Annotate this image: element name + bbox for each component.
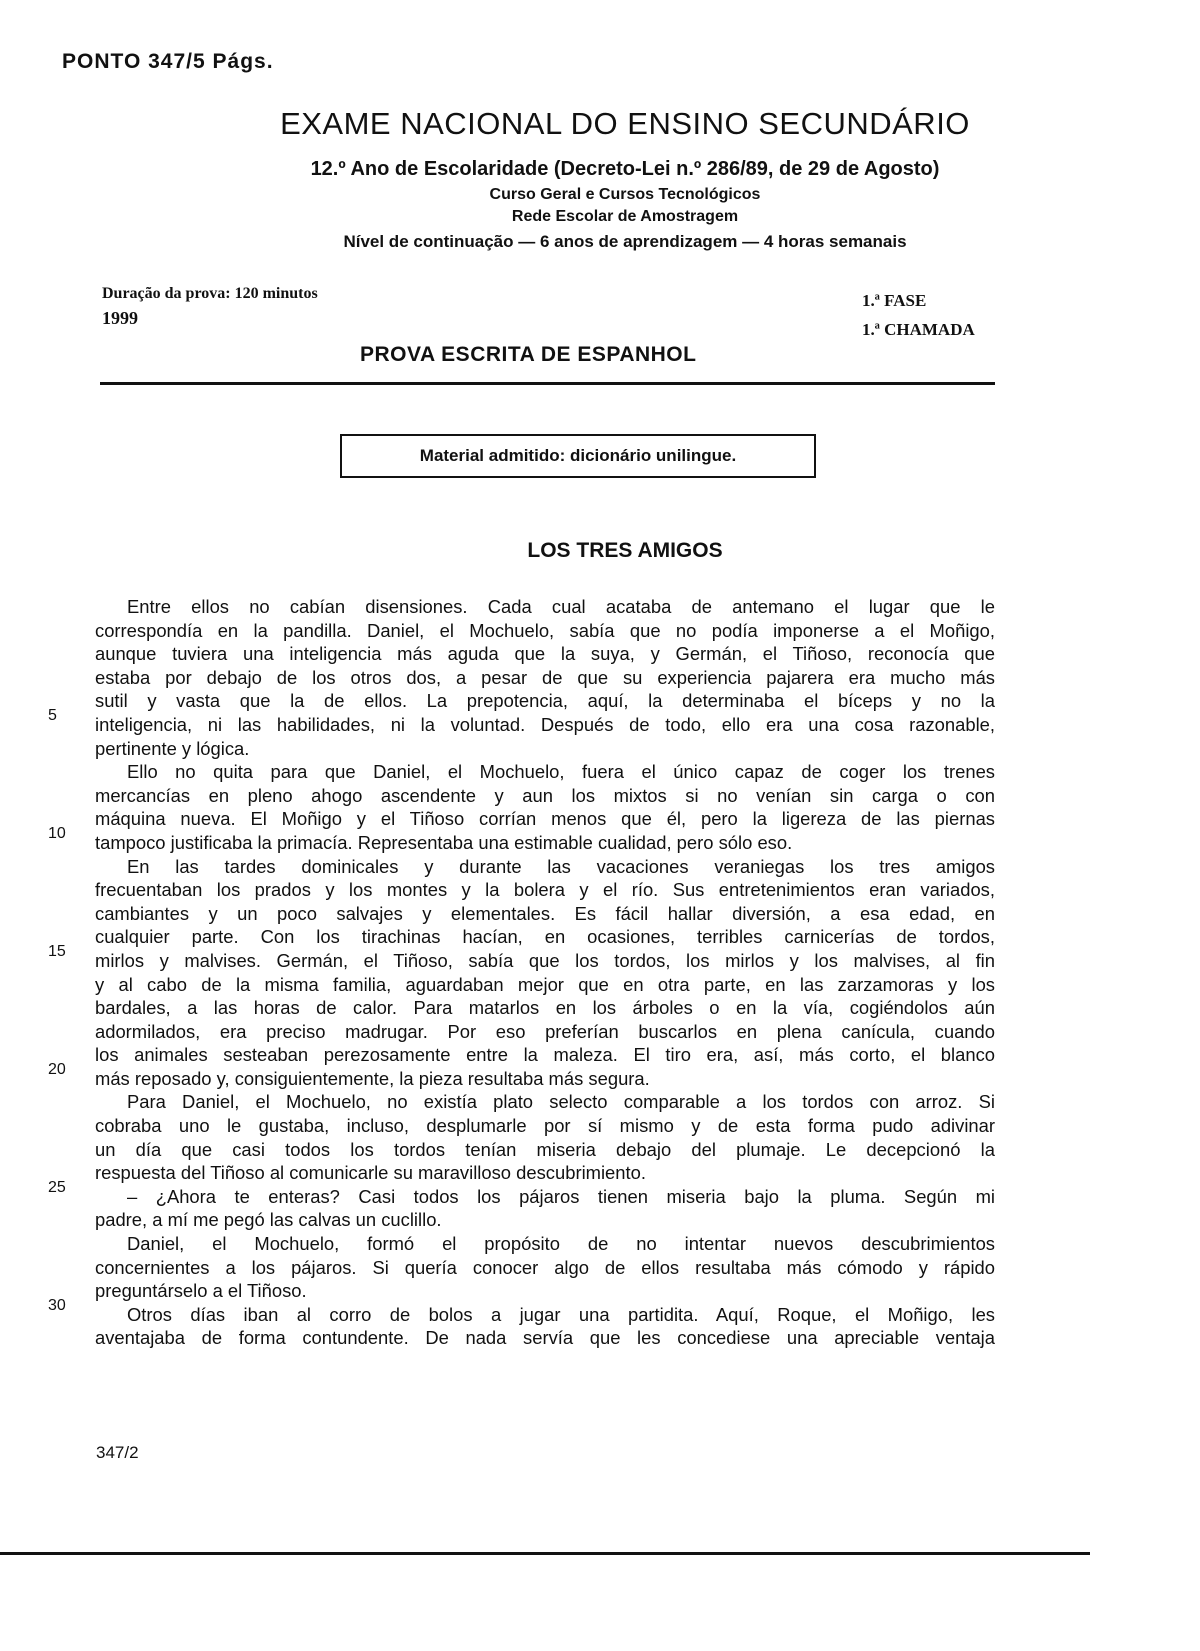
- text-line: adormilados, era preciso madrugar. Por eso preferían buscarlos en plena canícula, cuando: [95, 1020, 995, 1042]
- line-number: 15: [48, 943, 66, 960]
- text-line: aunque tuviera una inteligencia más aguda que la suya, y Germán, el Tiñoso, reconocía que: [95, 643, 995, 665]
- exam-call: 1.ª CHAMADA: [862, 320, 975, 339]
- text-line: respuesta del Tiñoso al comunicarle su maravilloso descubrimiento.: [95, 1162, 646, 1184]
- text-line: mirlos y malvises. Germán, el Tiñoso, sabía que los tordos, los mirlos y los malvises, al fin: [95, 949, 995, 971]
- exam-subject: PROVA ESCRITA DE ESPANHOL: [360, 343, 697, 366]
- text-line: correspondía en la pandilla. Daniel, el Mochuelo, sabía que no podía imponerse a el Moñigo,: [95, 619, 995, 641]
- text-line: los animales sesteaban perezosamente entre la maleza. El tiro era, así, más corto, el blanco: [95, 1044, 995, 1066]
- text-line: y al cabo de la misma familia, aguardaban mejor que en otra parte, en las zarzamoras y los: [95, 973, 995, 995]
- school-year: 12.º Ano de Escolaridade (Decreto-Lei n.º 286/89, de 29 de Agosto): [310, 158, 940, 180]
- exam-title: EXAME NACIONAL DO ENSINO SECUNDÁRIO: [280, 106, 970, 141]
- text-line: preguntárselo a el Tiñoso.: [95, 1280, 307, 1302]
- line-number: 10: [48, 825, 66, 842]
- material-notice-box: [340, 434, 816, 478]
- text-line: frecuentaban los prados y los montes y la bolera y el río. Sus entretenimientos eran variados,: [95, 879, 995, 901]
- text-line: inteligencia, ni las habilidades, ni la voluntad. Después de todo, ello era una cosa razonable,: [95, 713, 995, 735]
- text-line: máquina nueva. El Moñigo y el Tiñoso corrían menos que él, pero la ligereza de las piernas: [95, 808, 995, 830]
- text-line: Para Daniel, el Mochuelo, no existía plato selecto comparable a los tordos con arroz. Si: [127, 1091, 995, 1113]
- text-line: mercancías en pleno ahogo ascendente y aun los mixtos si no venían sin carga o con: [95, 784, 995, 806]
- line-number: 30: [48, 1297, 66, 1314]
- text-line: concernientes a los pájaros. Si quería conocer algo de ellos resultaba más cómodo y rápido: [95, 1256, 995, 1278]
- text-line: tampoco justificaba la primacía. Representaba una estimable cualidad, pero sólo eso.: [95, 831, 793, 853]
- text-line: bardales, a las horas de calor. Para matarlos en los árboles o en la vía, cogiéndolos aún: [95, 997, 995, 1019]
- text-line: cambiantes y un poco salvajes y elementales. Es fácil hallar diversión, a esa edad, en: [95, 902, 995, 924]
- header-divider: [100, 382, 995, 385]
- line-number: 25: [48, 1179, 66, 1196]
- page-footer-code: 347/2: [96, 1443, 139, 1462]
- bottom-divider: [0, 1552, 1090, 1555]
- text-line: Ello no quita para que Daniel, el Mochuelo, fuera el único capaz de coger los trenes: [127, 761, 995, 783]
- course-type: Curso Geral e Cursos Tecnológicos: [489, 186, 761, 203]
- reading-text: [95, 595, 995, 1350]
- text-line: En las tardes dominicales y durante las vacaciones veraniegas los tres amigos: [127, 855, 995, 877]
- text-line: un día que casi todos los tordos tenían miseria debajo del plumaje. Le decepcionó la: [95, 1138, 995, 1160]
- text-line: cobraba uno le gustaba, incluso, desplumarle por sí mismo y de esta forma pudo adivinar: [95, 1115, 995, 1137]
- text-line: Otros días iban al corro de bolos a jugar una partidita. Aquí, Roque, el Moñigo, les: [127, 1303, 995, 1325]
- text-line: estaba por debajo de los otros dos, a pesar de que su experiencia pajarera era mucho más: [95, 666, 995, 688]
- text-line: aventajaba de forma contundente. De nada servía que les concediese una apreciable ventaja: [95, 1327, 995, 1349]
- level-info: Nível de continuação — 6 anos de aprendizagem — 4 horas semanais: [343, 232, 907, 251]
- text-line: padre, a mí me pegó las calvas un cuclillo.: [95, 1209, 442, 1231]
- exam-year: 1999: [102, 308, 138, 328]
- text-line: Entre ellos no cabían disensiones. Cada cual acataba de antemano el lugar que le: [127, 596, 995, 617]
- material-notice: Material admitido: dicionário unilingue.: [419, 446, 737, 465]
- text-line: – ¿Ahora te enteras? Casi todos los pájaros tienen miseria bajo la pluma. Según mi: [127, 1185, 995, 1207]
- text-title: LOS TRES AMIGOS: [527, 539, 723, 562]
- text-line: sutil y vasta que la de ellos. La prepotencia, aquí, la determinaba el bíceps y no la: [95, 690, 995, 712]
- text-line: cualquier parte. Con los tirachinas hacían, en ocasiones, terribles carnicerías de tordos,: [95, 926, 995, 948]
- ponto-label: PONTO 347/5 Págs.: [62, 50, 274, 73]
- school-network: Rede Escolar de Amostragem: [511, 208, 739, 225]
- line-number: 5: [48, 707, 57, 724]
- text-line: Daniel, el Mochuelo, formó el propósito de no intentar nuevos descubrimientos: [127, 1233, 995, 1255]
- exam-duration: Duração da prova: 120 minutos: [102, 285, 318, 302]
- text-line: más reposado y, consiguientemente, la pieza resultaba más segura.: [95, 1067, 650, 1089]
- exam-phase: 1.ª FASE: [862, 291, 927, 310]
- text-line: pertinente y lógica.: [95, 737, 250, 759]
- line-number: 20: [48, 1061, 66, 1078]
